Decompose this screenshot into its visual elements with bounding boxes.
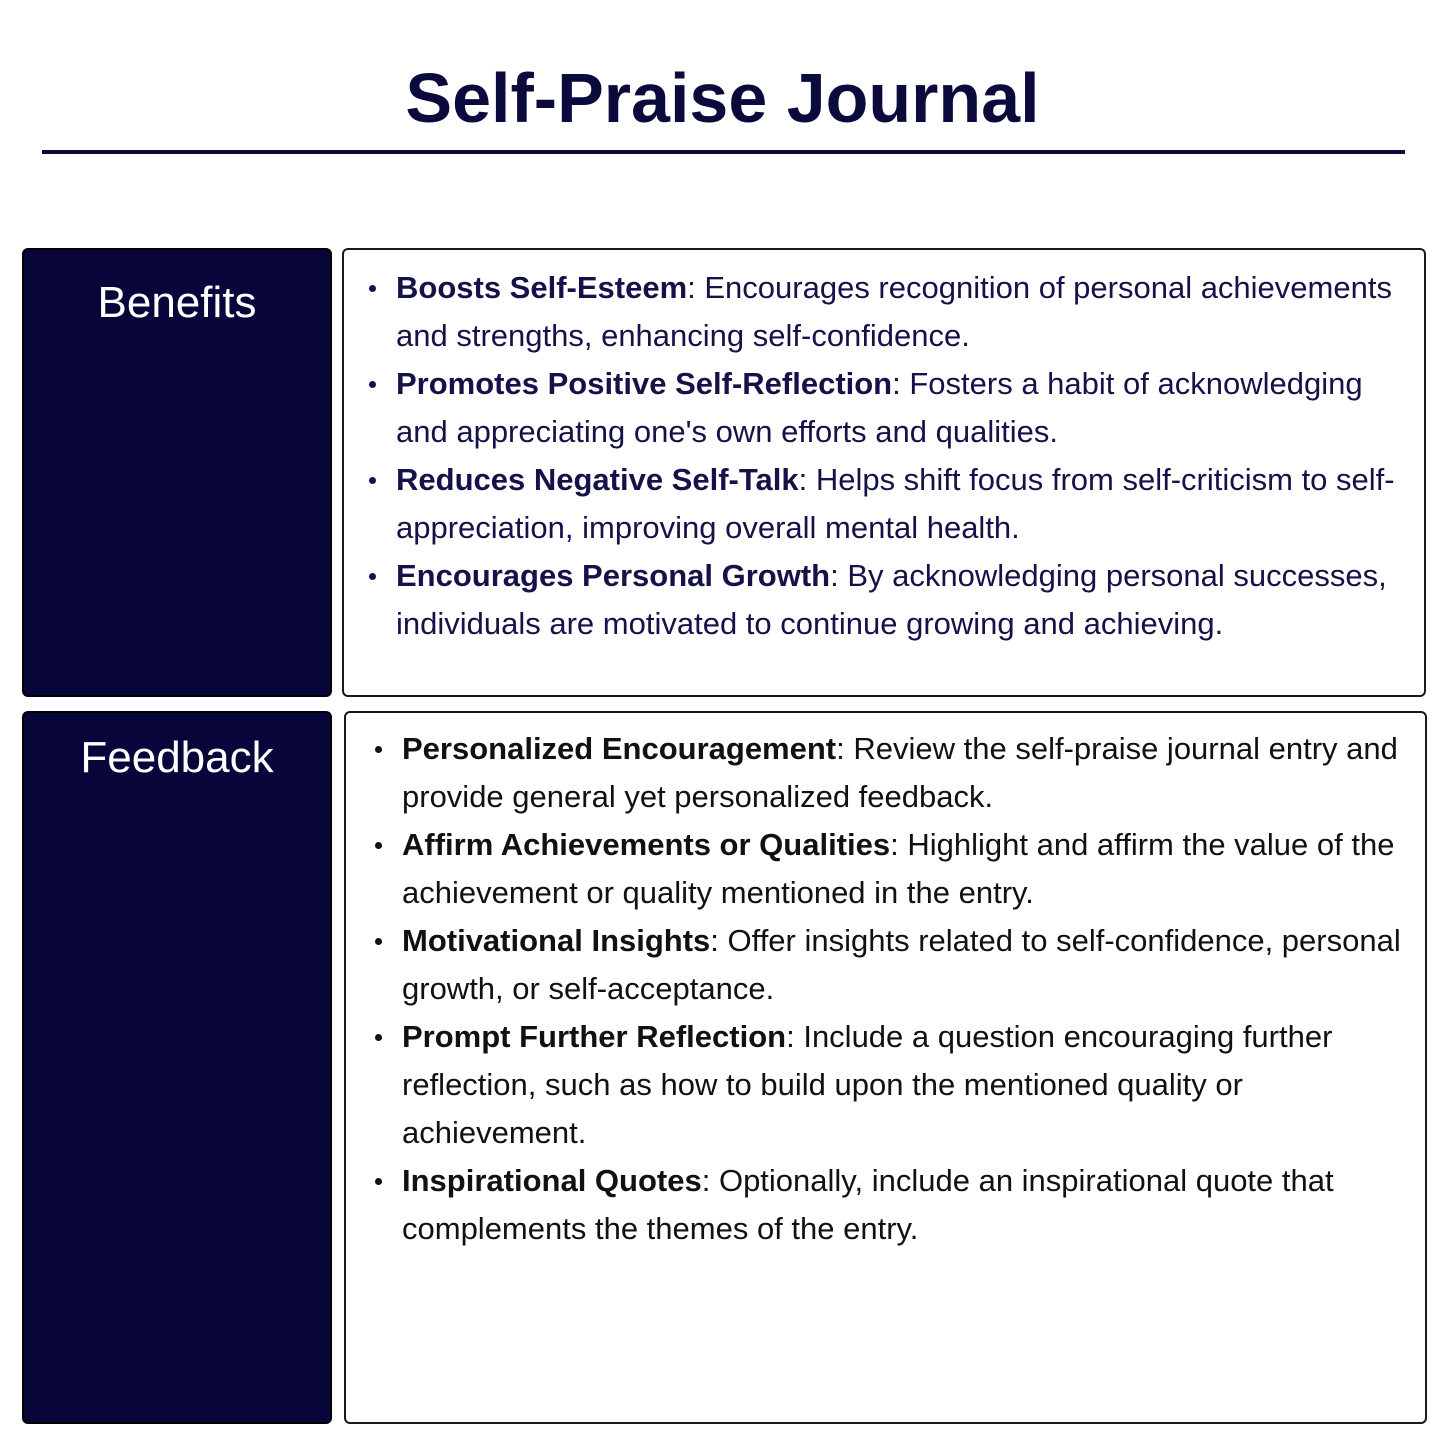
list-item bbox=[402, 917, 1409, 1013]
separator: : bbox=[710, 923, 728, 958]
feedback-text: Optionally, include an inspirational quote that complements the themes of the entry. bbox=[402, 1163, 1334, 1246]
benefits-content-box bbox=[342, 248, 1426, 697]
benefit-text: Helps shift focus from self-criticism to self-appreciation, improving overall mental health. bbox=[396, 462, 1395, 545]
page-title: Self-Praise Journal bbox=[405, 59, 1040, 137]
feedback-title: Inspirational Quotes bbox=[402, 1163, 702, 1198]
separator: : bbox=[836, 731, 854, 766]
list-item bbox=[402, 725, 1409, 821]
list-item bbox=[396, 360, 1404, 456]
benefit-title: Promotes Positive Self-Reflection bbox=[396, 366, 893, 401]
list-item bbox=[402, 1157, 1409, 1253]
separator: : bbox=[786, 1019, 804, 1054]
separator: : bbox=[701, 1163, 719, 1198]
benefits-list bbox=[344, 264, 1404, 648]
feedback-list bbox=[350, 725, 1409, 1253]
feedback-title: Prompt Further Reflection bbox=[402, 1019, 787, 1054]
separator: : bbox=[687, 270, 705, 305]
feedback-title: Affirm Achievements or Qualities bbox=[402, 827, 891, 862]
feedback-label-box bbox=[22, 711, 332, 1424]
benefits-label: Benefits bbox=[97, 278, 257, 327]
benefit-text: By acknowledging personal successes, individuals are motivated to continue growing and achieving. bbox=[396, 558, 1387, 641]
feedback-text: Include a question encouraging further reflection, such as how to build upon the mentioned quality or achievement. bbox=[402, 1019, 1333, 1150]
feedback-text: Review the self-praise journal entry and provide general yet personalized feedback. bbox=[402, 731, 1398, 814]
benefit-text: Fosters a habit of acknowledging and appreciating one's own efforts and qualities. bbox=[396, 366, 1363, 449]
list-item bbox=[402, 821, 1409, 917]
title-divider bbox=[42, 150, 1405, 154]
feedback-text: Offer insights related to self-confidence, personal growth, or self-acceptance. bbox=[402, 923, 1401, 1006]
feedback-label: Feedback bbox=[80, 733, 274, 782]
list-item bbox=[396, 552, 1404, 648]
separator: : bbox=[798, 462, 816, 497]
separator: : bbox=[892, 366, 910, 401]
benefit-text: Encourages recognition of personal achievements and strengths, enhancing self-confidence. bbox=[396, 270, 1392, 353]
benefits-label-box bbox=[22, 248, 332, 697]
feedback-title: Personalized Encouragement bbox=[402, 731, 837, 766]
feedback-content-box bbox=[344, 711, 1427, 1424]
list-item bbox=[396, 456, 1404, 552]
feedback-text: Highlight and affirm the value of the achievement or quality mentioned in the entry. bbox=[402, 827, 1395, 910]
benefit-title: Reduces Negative Self-Talk bbox=[396, 462, 799, 497]
benefit-title: Boosts Self-Esteem bbox=[396, 270, 688, 305]
benefit-title: Encourages Personal Growth bbox=[396, 558, 831, 593]
separator: : bbox=[890, 827, 908, 862]
feedback-title: Motivational Insights bbox=[402, 923, 711, 958]
list-item bbox=[396, 264, 1404, 360]
separator: : bbox=[830, 558, 848, 593]
list-item bbox=[402, 1013, 1409, 1157]
